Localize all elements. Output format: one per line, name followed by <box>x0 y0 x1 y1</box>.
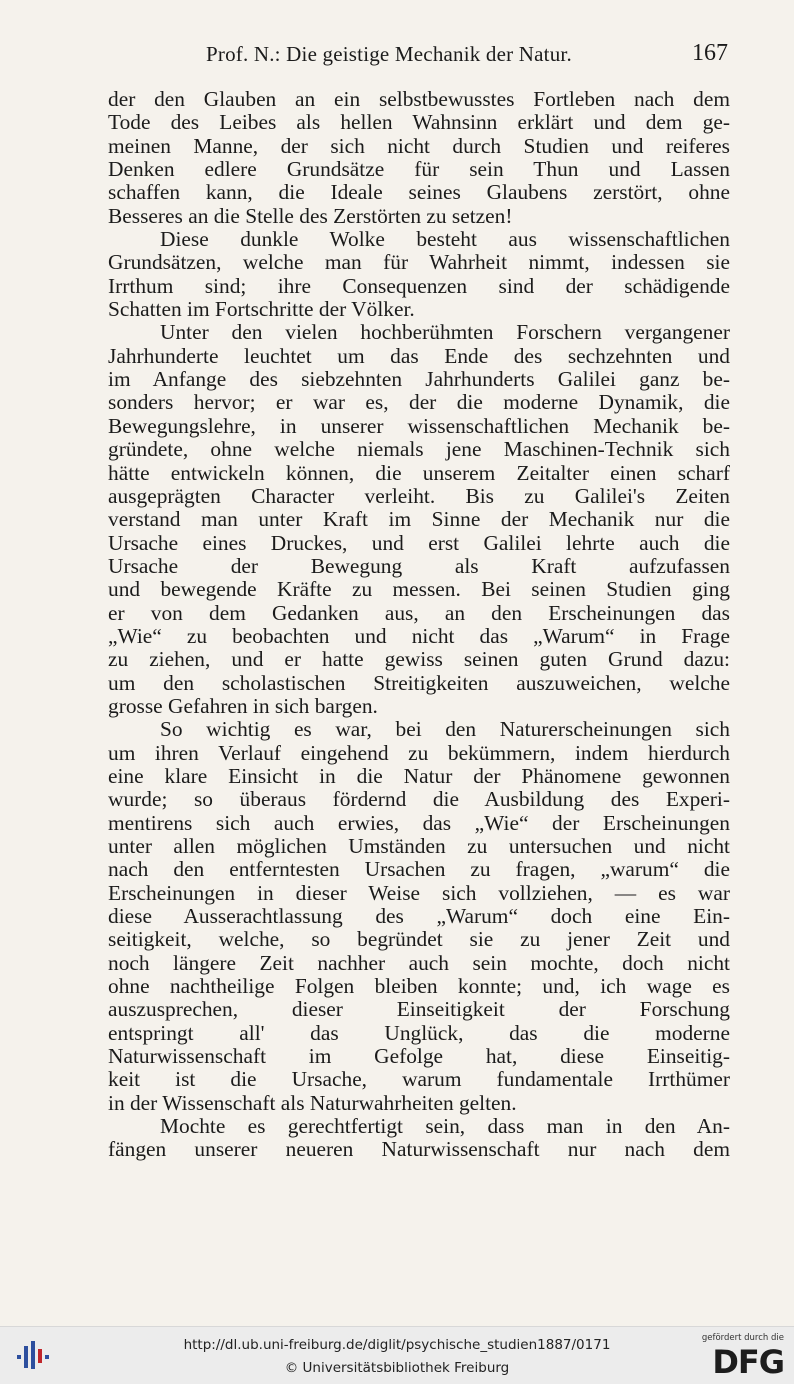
text-line: in der Wissenschaft als Naturwahrheiten gelten. <box>108 1090 517 1115</box>
text-line: Unter den vielen hochberühmten Forschern vergangener <box>160 320 730 345</box>
text-line: eine klare Einsicht in die Natur der Phänomene gewonnen <box>108 763 730 788</box>
text-line: So wichtig es war, bei den Naturerscheinungen sich <box>160 717 730 742</box>
text-line: im Anfange des siebzehnten Jahrhunderts Galilei ganz be- <box>108 367 730 392</box>
viewer-footer <box>0 1326 794 1384</box>
text-line: Schatten im Fortschritte der Völker. <box>108 297 415 322</box>
page-url-link[interactable]: http://dl.ub.uni-freiburg.de/diglit/psychische_studien1887/0171 <box>183 1337 611 1353</box>
text-line: Tode des Leibes als hellen Wahnsinn erklärt und dem ge- <box>108 110 730 135</box>
dfg-caption: gefördert durch die <box>701 1333 784 1343</box>
text-line: nach den entferntesten Ursachen zu fragen, „warum“ die <box>108 857 730 882</box>
text-line: Bewegungslehre, in unserer wissenschaftlichen Mechanik be- <box>108 413 730 438</box>
text-line: grosse Gefahren in sich bargen. <box>108 693 378 718</box>
text-line: verstand man unter Kraft im Sinne der Mechanik nur die <box>108 507 730 532</box>
text-line: Naturwissenschaft im Gefolge hat, diese Einseitig- <box>108 1044 730 1069</box>
text-line: diese Ausserachtlassung des „Warum“ doch eine Ein- <box>108 904 730 929</box>
text-line: Denken edlere Grundsätze für sein Thun und Lassen <box>108 157 730 182</box>
text-line: ohne nachtheilige Folgen bleiben konnte; und, ich wage es <box>108 974 730 999</box>
text-line: Diese dunkle Wolke besteht aus wissenschaftlichen <box>160 227 730 252</box>
text-line: Grundsätzen, welche man für Wahrheit nimmt, indessen sie <box>108 250 730 275</box>
text-line: mentirens sich auch erwies, das „Wie“ der Erscheinungen <box>108 810 730 835</box>
text-line: um den scholastischen Streitigkeiten auszuweichen, welche <box>108 670 730 695</box>
text-line: schaffen kann, die Ideale seines Glaubens zerstört, ohne <box>108 180 730 205</box>
text-line: Irrthum sind; ihre Consequenzen sind der schädigende <box>108 273 730 298</box>
text-line: „Wie“ zu beobachten und nicht das „Warum“ in Frage <box>108 623 730 648</box>
text-line: keit ist die Ursache, warum fundamentale Irrthümer <box>108 1067 730 1092</box>
text-line: unter allen möglichen Umständen zu untersuchen und nicht <box>108 834 730 858</box>
text-line: Erscheinungen in dieser Weise sich vollziehen, — es war <box>108 880 730 905</box>
text-line: Jahrhunderte leuchtet um das Ende des sechzehnten und <box>108 343 730 368</box>
text-line: und bewegende Kräfte zu messen. Bei seinen Studien ging <box>108 577 730 602</box>
text-line: hätte entwickeln können, die unserem Zeitalter einen scharf <box>108 460 730 485</box>
text-line: Ursache eines Druckes, und erst Galilei lehrte auch die <box>108 530 730 555</box>
page-header <box>108 40 730 70</box>
text-line: Besseres an die Stelle des Zerstörten zu setzen! <box>108 203 513 228</box>
text-line: sonders hervor; er war es, der die moderne Dynamik, die <box>108 390 730 415</box>
text-line: er von dem Gedanken aus, an den Erscheinungen das <box>108 600 730 625</box>
body-text <box>108 88 730 1162</box>
text-line: auszusprechen, dieser Einseitigkeit der Forschung <box>108 997 730 1022</box>
dfg-logo-text: DFG <box>712 1343 784 1381</box>
text-line: um ihren Verlauf eingehend zu bekümmern, indem hierdurch <box>108 740 730 765</box>
page-number: 167 <box>692 40 728 66</box>
text-line: noch längere Zeit nachher auch sein mochte, doch nicht <box>108 950 730 975</box>
text-line: meinen Manne, der sich nicht durch Studien und reiferes <box>108 133 730 158</box>
text-line: Ursache der Bewegung als Kraft aufzufassen <box>108 553 730 578</box>
running-head: Prof. N.: Die geistige Mechanik der Natur. <box>206 42 572 66</box>
text-line: ausgeprägten Character verleiht. Bis zu Galilei's Zeiten <box>108 483 730 508</box>
text-line: seitigkeit, welche, so begründet sie zu jener Zeit und <box>108 927 730 952</box>
text-line: Mochte es gerechtfertigt sein, dass man in den An- <box>160 1114 730 1139</box>
dfg-logo <box>701 1333 784 1381</box>
text-line: wurde; so überaus fördernd die Ausbildung des Experi- <box>108 787 730 812</box>
text-line: gründete, ohne welche niemals jene Maschinen-Technik sich <box>108 437 730 462</box>
text-line: entspringt all' das Unglück, das die moderne <box>108 1020 730 1045</box>
text-line: zu ziehen, und er hatte gewiss seinen guten Grund dazu: <box>108 647 730 672</box>
copyright-notice: © Universitätsbibliothek Freiburg <box>284 1360 510 1376</box>
text-line: der den Glauben an ein selbstbewusstes Fortleben nach dem <box>108 87 730 111</box>
text-line: fängen unserer neueren Naturwissenschaft nur nach dem <box>108 1137 730 1162</box>
